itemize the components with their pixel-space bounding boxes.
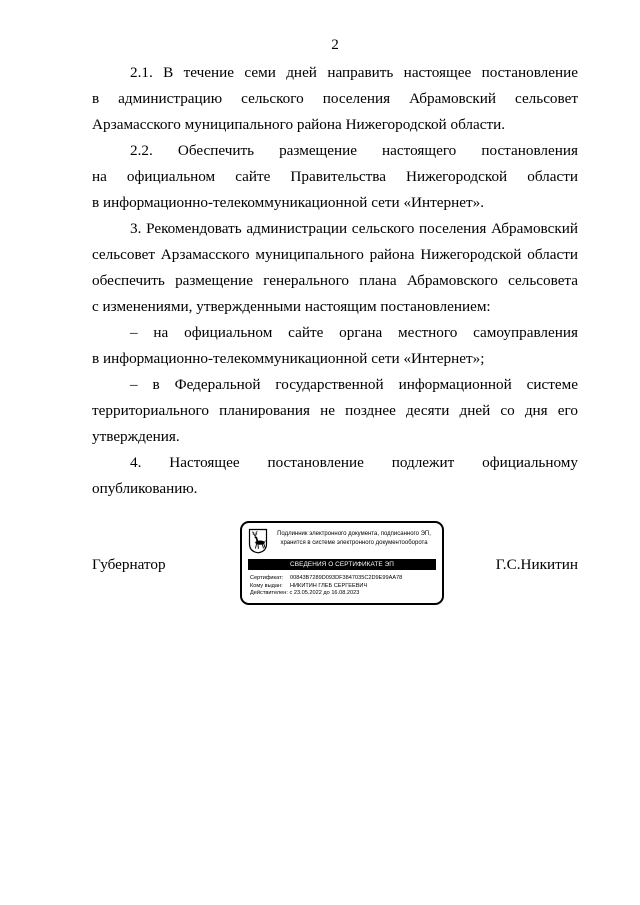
certificate-validity: с 23.05.2022 до 16.08.2023 (289, 590, 360, 597)
paragraph-3 (92, 216, 578, 320)
paragraph-line: утверждения. (92, 428, 180, 445)
paragraph-2-2 (92, 138, 578, 216)
page-number: 2 (331, 36, 339, 53)
paragraph-line: в информационно-телекоммуникационной сети «Интернет»; (92, 350, 485, 367)
signatory-position: Губернатор (92, 556, 166, 573)
stamp-header (270, 530, 438, 547)
owner-label: Кому выдан: (250, 582, 283, 589)
list-item-official-site (92, 320, 578, 372)
paragraph-line: опубликованию. (92, 480, 198, 497)
paragraph-line: обеспечить размещение генерального плана Абрамовского сельсовета (92, 272, 578, 289)
validity-label: Действителен: (250, 590, 288, 597)
document-body (92, 60, 578, 502)
paragraph-line: с изменениями, утвержденными настоящим постановлением: (92, 298, 491, 315)
paragraph-line: – на официальном сайте органа местного самоуправления (130, 324, 578, 341)
stamp-header-line: Подлинник электронного документа, подписанного ЭП, (277, 531, 431, 537)
signatory-name: Г.С.Никитин (495, 556, 578, 573)
paragraph-4 (92, 450, 578, 502)
paragraph-line: 3. Рекомендовать администрации сельского поселения Абрамовский (130, 220, 578, 237)
certificate-owner: НИКИТИН ГЛЕБ СЕРГЕЕВИЧ (290, 582, 368, 589)
certificate-label: Сертификат: (250, 575, 284, 581)
list-item-federal-system (92, 372, 578, 450)
paragraph-line: 2.1. В течение семи дней направить настоящее постановление (130, 64, 578, 81)
paragraph-line: на официальном сайте Правительства Нижегородской области (92, 168, 578, 185)
paragraph-line: – в Федеральной государственной информационной системе (130, 376, 578, 393)
paragraph-line: в информационно-телекоммуникационной сети «Интернет». (92, 194, 485, 211)
paragraph-line: 4. Настоящее постановление подлежит официальному (130, 454, 578, 471)
paragraph-2-1 (92, 60, 578, 138)
certificate-number-row (250, 575, 436, 583)
stamp-certificate-details (250, 575, 436, 598)
paragraph-line: в администрацию сельского поселения Абрамовский сельсовет (92, 90, 578, 107)
paragraph-line: территориального планирования не позднее десяти дней со дня его (92, 402, 578, 419)
certificate-validity-row (250, 590, 436, 598)
paragraph-line: сельсовет Арзамасского муниципального района Нижегородской области (92, 246, 578, 263)
coat-of-arms-deer-icon (248, 528, 268, 554)
paragraph-line: Арзамасского муниципального района Нижегородской области. (92, 116, 506, 133)
paragraph-line: 2.2. Обеспечить размещение настоящего постановления (130, 142, 578, 159)
electronic-signature-stamp (240, 521, 444, 605)
certificate-number: 00843B7289D093DF3847035C2D9E99AA78 (290, 575, 403, 581)
stamp-header-line: хранится в системе электронного документооборота (280, 539, 428, 546)
stamp-certificate-title: СВЕДЕНИЯ О СЕРТИФИКАТЕ ЭП (248, 559, 436, 570)
